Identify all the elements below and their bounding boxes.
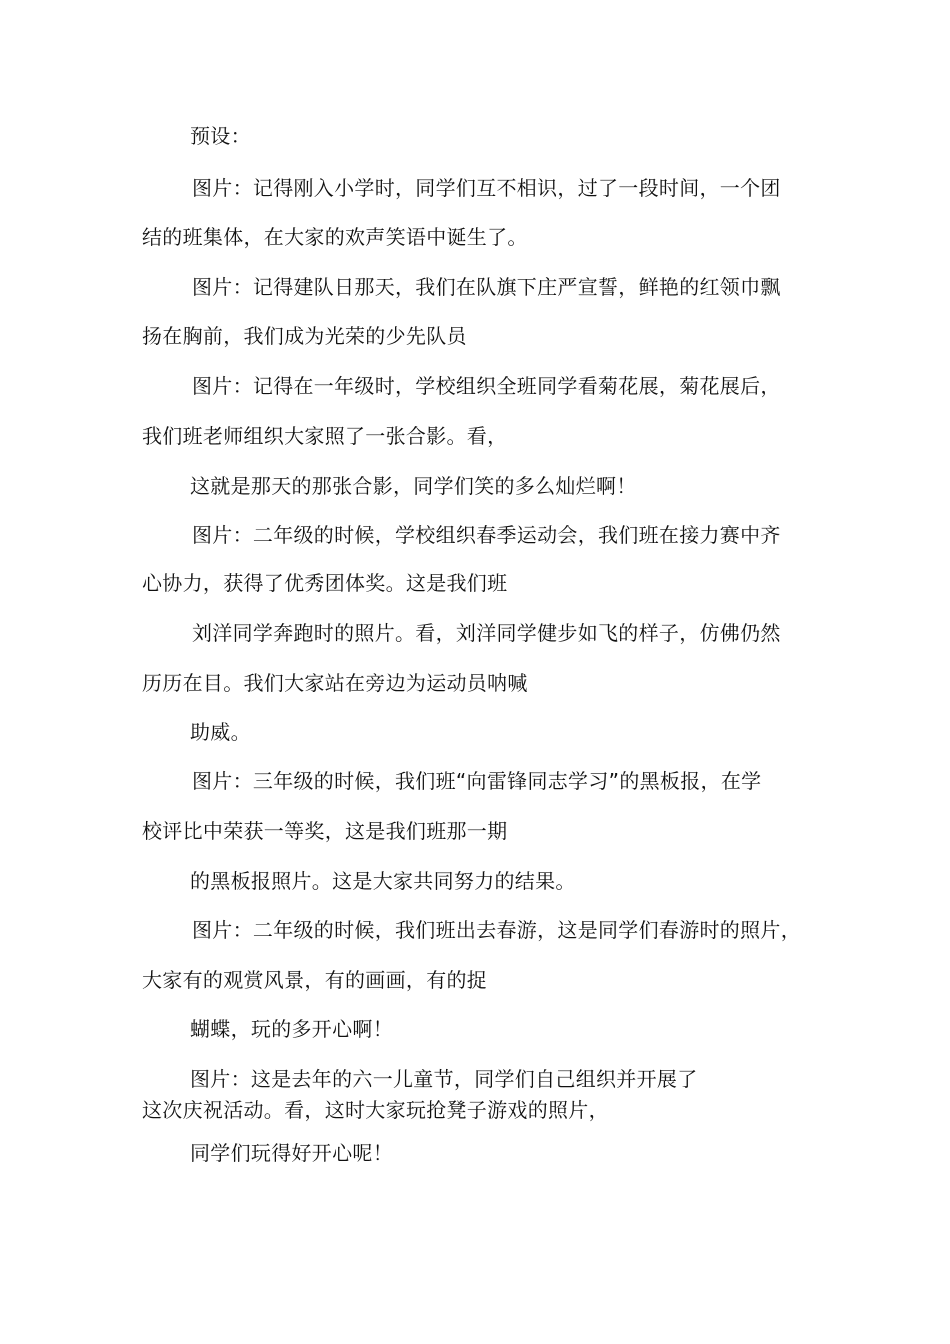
paragraph-line: 心协力，获得了优秀团体奖。这是我们班 [142,571,508,595]
paragraph-line: 图片：记得刚入小学时，同学们互不相识，过了一段时间，一个团 [192,176,781,200]
paragraph-line: 校评比中荣获一等奖，这是我们班那一期 [142,819,508,843]
paragraph-line: 我们班老师组织大家照了一张合影。看， [142,424,508,448]
paragraph-line: 大家有的观赏风景，有的画画，有的捉 [142,968,488,992]
paragraph-line: 刘洋同学奔跑时的照片。看，刘洋同学健步如飞的样子，仿佛仍然 [192,621,781,645]
paragraph-line: 的黑板报照片。这是大家共同努力的结果。 [190,869,576,893]
paragraph-line: 扬在胸前，我们成为光荣的少先队员 [142,324,467,348]
paragraph-line: 预设： [190,124,251,148]
paragraph-line: 结的班集体，在大家的欢声笑语中诞生了。 [142,225,528,249]
paragraph-line: 这次庆祝活动。看，这时大家玩抢凳子游戏的照片， [142,1098,609,1122]
paragraph-line: 蝴蝶，玩的多开心啊！ [190,1017,393,1041]
paragraph-line: 图片：二年级的时候，学校组织春季运动会，我们班在接力赛中齐 [192,523,781,547]
paragraph-line: 图片：三年级的时候，我们班“向雷锋同志学习”的黑板报，在学 [192,769,762,793]
paragraph-line: 图片：记得建队日那天，我们在队旗下庄严宣誓，鲜艳的红领巾飘 [192,275,781,299]
paragraph-line: 图片：这是去年的六一儿童节，同学们自己组织并开展了 [190,1067,698,1091]
paragraph-line: 历历在目。我们大家站在旁边为运动员呐喊 [142,671,528,695]
paragraph-line: 同学们玩得好开心呢！ [190,1141,393,1165]
paragraph-line: 图片：二年级的时候，我们班出去春游，这是同学们春游时的照片， [192,918,801,942]
paragraph-line: 这就是那天的那张合影，同学们笑的多么灿烂啊！ [190,474,637,498]
paragraph-line: 图片：记得在一年级时，学校组织全班同学看菊花展，菊花展后， [192,374,781,398]
paragraph-line: 助威。 [190,720,251,744]
